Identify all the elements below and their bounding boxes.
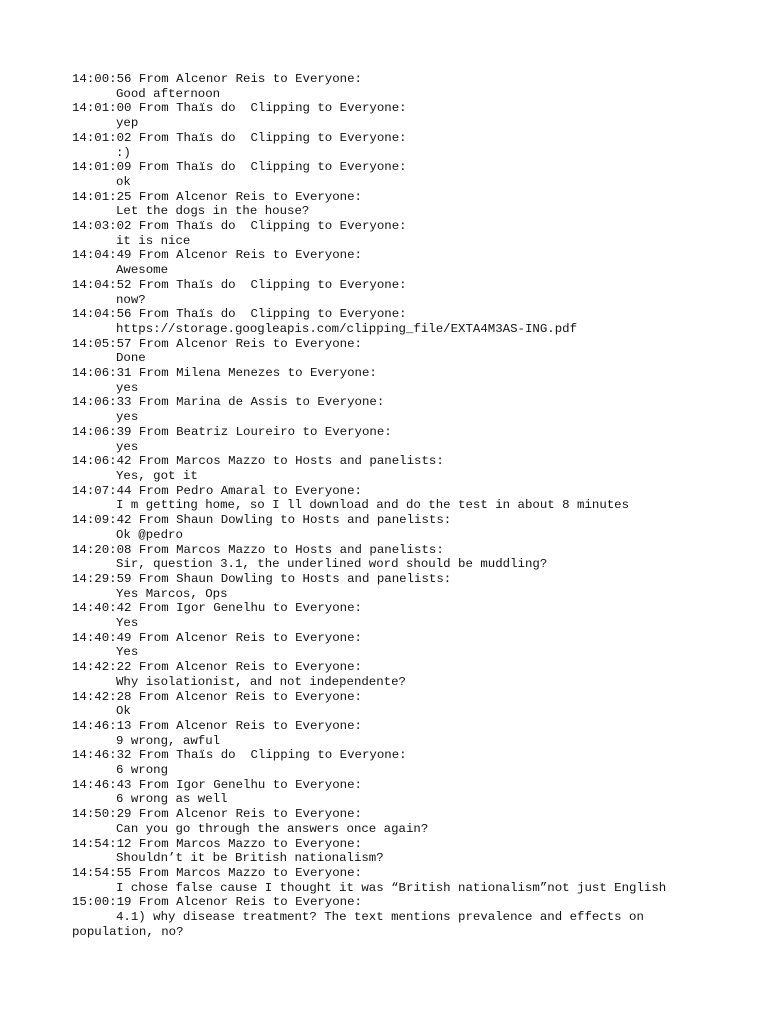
message-body: yes <box>116 380 139 395</box>
message-body: Sir, question 3.1, the underlined word should be muddling? <box>116 557 548 572</box>
message-body: :) <box>116 145 131 160</box>
message-header: 14:09:42 From Shaun Dowling to Hosts and panelists: <box>72 513 452 528</box>
message <box>72 601 692 630</box>
message <box>72 160 692 189</box>
message <box>72 131 692 160</box>
message <box>72 690 692 719</box>
message <box>72 248 692 277</box>
message-header: 14:07:44 From Pedro Amaral to Everyone: <box>72 483 362 498</box>
message-body: now? <box>116 292 146 307</box>
message-header: 14:01:09 From Thaïs do Clipping to Everyone: <box>72 160 407 175</box>
message-header: 14:54:55 From Marcos Mazzo to Everyone: <box>72 865 362 880</box>
message-header: 14:50:29 From Alcenor Reis to Everyone: <box>72 807 362 822</box>
message-header: 14:04:56 From Thaïs do Clipping to Everyone: <box>72 307 407 322</box>
message <box>72 837 692 866</box>
message-body: 4.1) why disease treatment? The text mentions prevalence and effects on population, no? <box>72 910 652 939</box>
message <box>72 425 692 454</box>
message-body: Can you go through the answers once again? <box>116 821 429 836</box>
message-body: yes <box>116 410 139 425</box>
message-body: Yes <box>116 616 139 631</box>
message <box>72 660 692 689</box>
message-body: yep <box>116 116 139 131</box>
message-body: Let the dogs in the house? <box>116 204 310 219</box>
message <box>72 101 692 130</box>
message-header: 14:46:13 From Alcenor Reis to Everyone: <box>72 718 362 733</box>
message-body: Yes Marcos, Ops <box>116 586 228 601</box>
message-header: 14:03:02 From Thaïs do Clipping to Everyone: <box>72 219 407 234</box>
message <box>72 778 692 807</box>
message-body: 6 wrong as well <box>116 792 228 807</box>
message <box>72 543 692 572</box>
message <box>72 807 692 836</box>
message-header: 15:00:19 From Alcenor Reis to Everyone: <box>72 895 362 910</box>
chat-transcript <box>72 72 692 939</box>
message-header: 14:04:52 From Thaïs do Clipping to Everyone: <box>72 277 407 292</box>
message-body: Good afternoon <box>116 86 221 101</box>
message-body: 9 wrong, awful <box>116 733 221 748</box>
message-body: Why isolationist, and not independente? <box>116 674 406 689</box>
message <box>72 866 692 895</box>
message-header: 14:06:42 From Marcos Mazzo to Hosts and panelists: <box>72 454 444 469</box>
message-body: Done <box>116 351 146 366</box>
message <box>72 278 692 307</box>
message-header: 14:42:28 From Alcenor Reis to Everyone: <box>72 689 362 704</box>
message-body: 6 wrong <box>116 763 169 778</box>
message-header: 14:06:39 From Beatriz Loureiro to Everyone: <box>72 424 392 439</box>
message <box>72 366 692 395</box>
message-header: 14:00:56 From Alcenor Reis to Everyone: <box>72 72 362 86</box>
message <box>72 337 692 366</box>
message-body: yes <box>116 439 139 454</box>
message <box>72 219 692 248</box>
message-body: Yes, got it <box>116 468 198 483</box>
message-body: I m getting home, so I ll download and do the test in about 8 minutes <box>116 498 630 513</box>
message <box>72 719 692 748</box>
message <box>72 72 692 101</box>
message <box>72 484 692 513</box>
message-header: 14:54:12 From Marcos Mazzo to Everyone: <box>72 836 362 851</box>
message <box>72 895 692 939</box>
message-header: 14:40:49 From Alcenor Reis to Everyone: <box>72 630 362 645</box>
message-body: Awesome <box>116 263 169 278</box>
message-body: ok <box>116 174 131 189</box>
message-header: 14:46:43 From Igor Genelhu to Everyone: <box>72 777 362 792</box>
message-header: 14:40:42 From Igor Genelhu to Everyone: <box>72 601 362 616</box>
message-header: 14:01:02 From Thaïs do Clipping to Everyone: <box>72 130 407 145</box>
message-header: 14:42:22 From Alcenor Reis to Everyone: <box>72 660 362 675</box>
message-body-link[interactable]: https://storage.googleapis.com/clipping_file/EXTA4M3AS-ING.pdf <box>116 321 578 336</box>
message-header: 14:01:00 From Thaïs do Clipping to Everyone: <box>72 101 407 116</box>
message <box>72 572 692 601</box>
message-header: 14:05:57 From Alcenor Reis to Everyone: <box>72 336 362 351</box>
message-header: 14:06:31 From Milena Menezes to Everyone: <box>72 366 377 381</box>
message <box>72 454 692 483</box>
message <box>72 513 692 542</box>
message-body: Ok @pedro <box>116 527 183 542</box>
message-header: 14:04:49 From Alcenor Reis to Everyone: <box>72 248 362 263</box>
message <box>72 307 692 336</box>
message <box>72 748 692 777</box>
message-header: 14:29:59 From Shaun Dowling to Hosts and panelists: <box>72 571 452 586</box>
message <box>72 395 692 424</box>
message-header: 14:20:08 From Marcos Mazzo to Hosts and panelists: <box>72 542 444 557</box>
message <box>72 190 692 219</box>
message-body: Ok <box>116 704 131 719</box>
message-body: Shouldn’t it be British nationalism? <box>116 851 384 866</box>
message-body: Yes <box>116 645 139 660</box>
message <box>72 631 692 660</box>
message-header: 14:01:25 From Alcenor Reis to Everyone: <box>72 189 362 204</box>
message-body: I chose false cause I thought it was “British nationalism”not just English <box>116 880 667 895</box>
message-header: 14:06:33 From Marina de Assis to Everyone: <box>72 395 385 410</box>
message-header: 14:46:32 From Thaïs do Clipping to Everyone: <box>72 748 407 763</box>
message-body: it is nice <box>116 233 191 248</box>
